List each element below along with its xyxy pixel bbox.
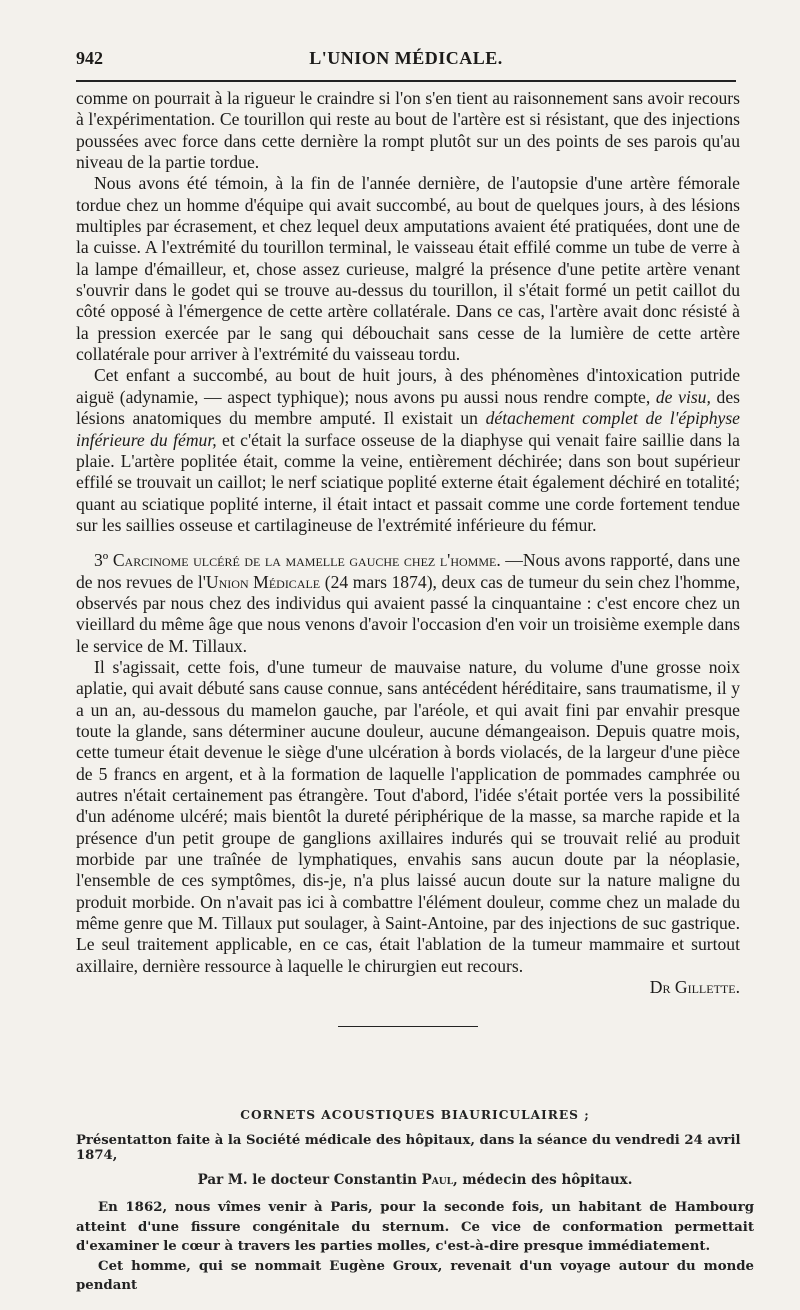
author-surname: Paul [421,1172,453,1188]
paragraph-2: Nous avons été témoin, à la fin de l'année dernière, de l'autopsie d'une artère fémorale tordue chez un homme d'équipe qui avait succombé, au bout de quelques jours, à des lésions multiples par écrasement, et chez lequel deux amputations avaient été pratiquées, dont une de la cuisse. A l'extrémité du tourillon terminal, le vaisseau était effilé comme un tube de verre à la lampe d'émailleur, et, chose assez curieuse, malgré la présence d'une petite artère venant s'ouvrir dans le godet qui se trouve au-dessus du tourillon, il s'était formé un petit caillot du côté opposé à l'émergence de cette artère collatérale. Dans ce cas, l'artère avait donc résisté à la pression exercée par le sang qui débouchait sans cesse de la lumière de cette artère collatérale pour arriver à l'extrémité du vaisseau tordu. [76,173,740,365]
paragraph-1: comme on pourrait à la rigueur le craindre si l'on s'en tient au raisonnement sans avoir recours à l'expérimentation. Ce tourillon qui reste au bout de l'artère est si résistant, que des injections poussées avec force dans cette dernière la rompt plutôt sur un des points de ses parois qu'au niveau de la partie tordue. [76,88,740,173]
journal-name-smallcaps: Union Médicale [205,571,321,592]
author-signature: Dr Gillette. [649,977,740,998]
paragraph-4: 3º Carcinome ulcéré de la mamelle gauche chez l'homme. —Nous avons rapporté, dans une de nos revues de l'Union Médicale (24 mars 1874), deux cas de tumeur du sein chez l'homme, observés par nous chez des individus qui avaient passé la cinquantaine : c'est encore chez un vieillard du même âge que nous venons d'avoir l'occasion d'en voir un troisième exemple dans le service de M. Tillaux. [76,550,741,656]
second-article [76,1108,754,1296]
article-body [76,88,740,1027]
header-rule [76,80,736,82]
presentation-line: Présentatton faite à la Société médicale des hôpitaux, dans la séance du vendredi 24 avril 1874, [76,1133,741,1163]
article-paragraph-2: Cet homme, qui se nommait Eugène Groux, revenait d'un voyage autour du monde pendant [76,1258,754,1294]
author-line: Par M. le docteur Constantin Paul, médecin des hôpitaux. [197,1172,633,1188]
journal-title: L'UNION MÉDICALE. [309,48,503,68]
page-number: 942 [76,48,103,68]
paragraph-3: Cet enfant a succombé, au bout de huit jours, à des phénomènes d'intoxication putride aiguë (adynamie, — aspect typhique); nous avons pu aussi nous rendre compte, de visu, des lésions anatomiques du membre amputé. Il existait un détachement complet de l'épiphyse inférieure du fémur, et c'était la surface osseuse de la diaphyse qui venait faire saillie dans la plaie. L'artère poplitée était, comme la veine, entièrement déchirée; dans son bout supérieur effilé se trouvait un caillot; le nerf sciatique poplité externe était également déchiré en totalité; quant au sciatique poplité interne, il était intact et passait comme une corde fortement tendue sur les saillies osseuse et cartilagineuse de l'extrémité inférieure du fémur. [76,365,740,535]
italic-detachement: détachement complet de l'épiphyse inférieure du fémur, [76,408,740,450]
article-paragraph-1: En 1862, nous vîmes venir à Paris, pour la seconde fois, un habitant de Hambourg atteint d'une fissure congénitale du sternum. Ce vice de conformation permettait d'examiner le cœur à travers les parties molles, c'est-à-dire presque immédiatement. [76,1200,754,1255]
section-divider [338,1026,478,1027]
running-header [76,44,736,74]
paragraph-5: Il s'agissait, cette fois, d'une tumeur de mauvaise nature, du volume d'une grosse noix aplatie, qui avait débuté sans cause connue, sans antécédent héréditaire, sans traumatisme, il y a un an, au-dessous du mamelon gauche, par l'aréole, et qui avait fini par envahir presque toute la glande, sans déterminer aucune douleur, aucune démangeaison. Depuis quatre mois, cette tumeur était devenue le siège d'une ulcération à bords violacés, de la largeur d'une pièce de 5 francs en argent, et à la formation de laquelle l'application de pommades camphrée ou autres n'était certainement pas étrangère. Tout d'abord, l'idée s'était portée vers la possibilité d'un adénome ulcéré; mais bientôt la dureté périphérique de la masse, sa marche rapide et la présence d'un petit groupe de ganglions axillaires indurés qui se trouvait relié au produit morbide par une traînée de lymphatiques, envahis sans aucun doute par la néoplasie, l'ensemble de ces symptômes, dis-je, n'a plus laissé aucun doute sur la nature maligne du produit morbide. On n'avait pas ici à combattre l'élément douleur, comme chez un malade du même genre que M. Tillaux put soulager, à Saint-Antoine, par des injections de suc gastrique. Le seul traitement applicable, en ce cas, était l'ablation de la tumeur mammaire et surtout axillaire, dernière ressource à laquelle le chirurgien eut recours. [76,656,740,976]
article-title: CORNETS ACOUSTIQUES BIAURICULAIRES ; [240,1108,590,1122]
section-heading-carcinome: 3º Carcinome ulcéré de la mamelle gauche chez l'homme. [94,550,501,571]
italic-de-visu: de visu, [655,386,711,407]
